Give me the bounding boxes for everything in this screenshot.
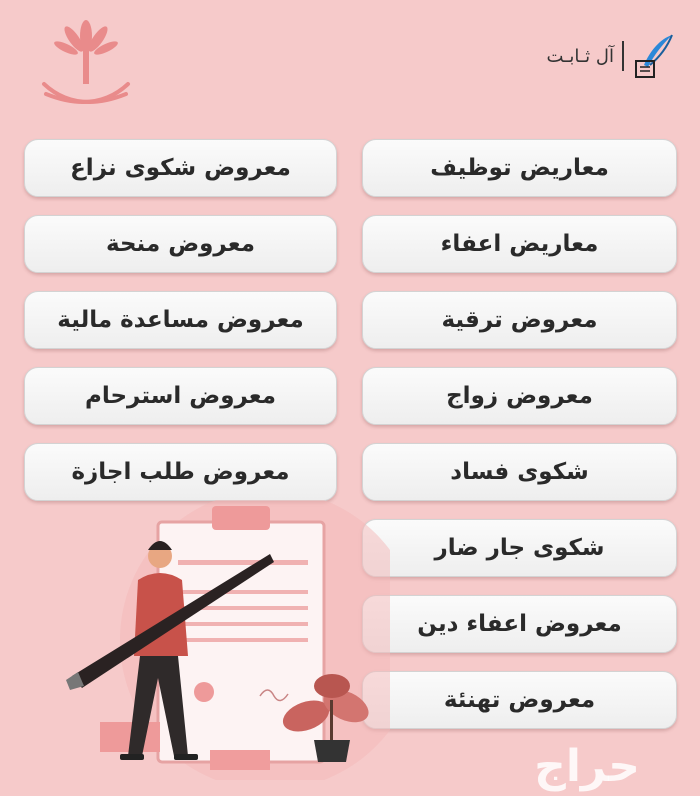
brand-name: آل ثـابـت — [546, 45, 614, 67]
button-financial-aid[interactable] — [24, 291, 337, 349]
button-corruption-complaint[interactable] — [362, 443, 677, 501]
button-dispute-complaint[interactable] — [24, 139, 337, 197]
button-label: معروض ترقية — [441, 307, 598, 333]
button-label: معروض استرحام — [84, 383, 277, 409]
person-with-pen-illustration — [60, 500, 390, 780]
button-leave-request[interactable] — [24, 443, 337, 501]
button-label: معروض منحة — [106, 231, 255, 257]
button-neighbor-complaint[interactable] — [362, 519, 677, 577]
button-exemption-requests[interactable] — [362, 215, 677, 273]
button-congratulation[interactable] — [362, 671, 677, 729]
button-label: معروض اعفاء دين — [417, 611, 622, 637]
button-job-requests[interactable] — [362, 139, 677, 197]
watermark-text: حراج — [534, 741, 640, 792]
button-debt-exemption[interactable] — [362, 595, 677, 653]
button-label: معروض زواج — [446, 383, 593, 409]
button-label: معاريض اعفاء — [440, 231, 599, 257]
button-marriage-request[interactable] — [362, 367, 677, 425]
button-promotion-request[interactable] — [362, 291, 677, 349]
button-label: شكوى فساد — [450, 459, 589, 485]
button-label: معاريض توظيف — [430, 155, 609, 181]
button-label: معروض تهنئة — [443, 687, 596, 713]
button-label: شكوى جار ضار — [434, 535, 605, 561]
brand-block — [546, 28, 678, 84]
button-grant-request[interactable] — [24, 215, 337, 273]
quill-pen-icon — [632, 31, 678, 81]
button-label: معروض شكوى نزاع — [70, 155, 291, 181]
button-clemency-request[interactable] — [24, 367, 337, 425]
saudi-emblem-icon — [36, 14, 136, 124]
button-label: معروض طلب اجازة — [71, 459, 290, 485]
button-label: معروض مساعدة مالية — [57, 307, 304, 333]
brand-divider — [622, 41, 624, 71]
